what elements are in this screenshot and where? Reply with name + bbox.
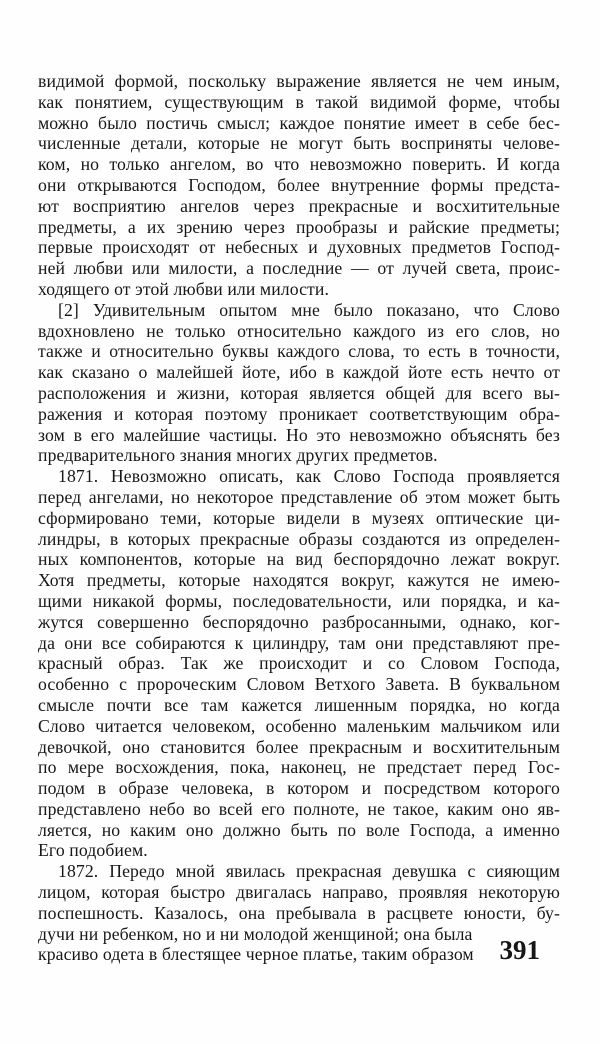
text-line: также и относительно буквы каждого слова, то есть в точности,: [38, 341, 560, 362]
paragraph: [38, 71, 560, 300]
text-line: ней любви или милости, а последние — от лучей света, проис-: [38, 258, 560, 279]
text-line: зом в его малейшие частицы. Но это невозможно объяснять без: [38, 424, 560, 445]
text-line: 1872. Передо мной явилась прекрасная девушка с сияющим: [58, 861, 560, 882]
page-text-block: [38, 71, 560, 965]
text-line: как сказано о малейшей йоте, ибо в каждой йоте есть нечто от: [38, 362, 560, 383]
text-line: красный образ. Так же происходит и со Словом Господа,: [38, 653, 560, 674]
text-line: Хотя предметы, которые находятся вокруг, кажутся не имею-: [38, 570, 560, 591]
text-line: первые происходят от небесных и духовных предметов Господ-: [38, 237, 560, 258]
text-line: ком, но только ангелом, во что невозможно поверить. И когда: [38, 154, 560, 175]
text-line: представлено небо во всей его полноте, не такое, каким оно яв-: [38, 798, 560, 819]
page-number: 391: [499, 935, 540, 965]
text-line: красиво одета в блестящее черное платье, таким образом: [38, 944, 474, 965]
text-line: можно было постичь смысл; каждое понятие имеет в себе бес-: [38, 112, 560, 133]
text-line: ражения и которая поэтому проникает соответствующим обра-: [38, 403, 560, 424]
text-line: предметы, а их зрению через прообразы и райские предметы;: [38, 216, 560, 237]
text-line: 1871. Невозможно описать, как Слово Господа проявляется: [58, 466, 560, 487]
paragraph: [38, 466, 560, 861]
text-line: да они все собираются к цилиндру, там они представляют пре-: [38, 632, 560, 653]
text-line: смысле почти все там кажется лишенным порядка, но когда: [38, 694, 560, 715]
text-line: Слово читается человеком, особенно маленьким мальчиком или: [38, 715, 560, 736]
text-line: дучи ни ребенком, но и ни молодой женщиной; она была: [38, 923, 473, 944]
text-line: ляется, но каким оно должно быть по воле Господа, а именно: [38, 819, 560, 840]
text-line: по мере восхождения, пока, наконец, не предстает перед Гос-: [38, 757, 560, 778]
paragraph: [38, 861, 560, 965]
text-line: щими никакой формы, последовательности, или порядка, и ка-: [38, 590, 560, 611]
text-line: девочкой, оно становится более прекрасным и восхитительным: [38, 736, 560, 757]
text-line: они открываются Господом, более внутренние формы предста-: [38, 174, 560, 195]
text-line: линдры, в которых прекрасные образы создаются из определен-: [38, 528, 560, 549]
text-line: поспешность. Казалось, она пребывала в расцвете юности, бу-: [38, 902, 560, 923]
text-line: расположения и жизни, которая является общей для всего вы-: [38, 382, 560, 403]
text-line: жутся совершенно беспорядочно разбросанными, однако, ког-: [38, 611, 560, 632]
text-line: ных компонентов, которые на вид беспорядочно лежат вокруг.: [38, 549, 560, 570]
text-line: как понятием, существующим в такой видимой форме, чтобы: [38, 91, 560, 112]
text-line: Его подобием.: [38, 840, 148, 861]
text-line: лицом, которая быстро двигалась направо, проявляя некоторую: [38, 882, 560, 903]
text-line: вдохновлено не только относительно каждого из его слов, но: [38, 320, 560, 341]
text-line: перед ангелами, но некоторое представление об этом может быть: [38, 486, 560, 507]
text-line: предварительного знания многих других предметов.: [38, 445, 438, 466]
text-line: ют восприятию ангелов через прекрасные и восхитительные: [38, 195, 560, 216]
text-line: подом в образе человека, в котором и посредством которого: [38, 778, 560, 799]
text-line: сформировано теми, которые видели в музеях оптические ци-: [38, 507, 560, 528]
text-line: [2] Удивительным опытом мне было показано, что Слово: [58, 299, 560, 320]
text-line: видимой формой, поскольку выражение является не чем иным,: [38, 71, 560, 91]
text-line: особенно с пророческим Словом Ветхого Завета. В буквальном: [38, 674, 560, 695]
text-line: численные детали, которые не могут быть восприняты челове-: [38, 133, 560, 154]
text-line: ходящего от этой любви или милости.: [38, 278, 329, 299]
paragraph: [38, 300, 560, 466]
